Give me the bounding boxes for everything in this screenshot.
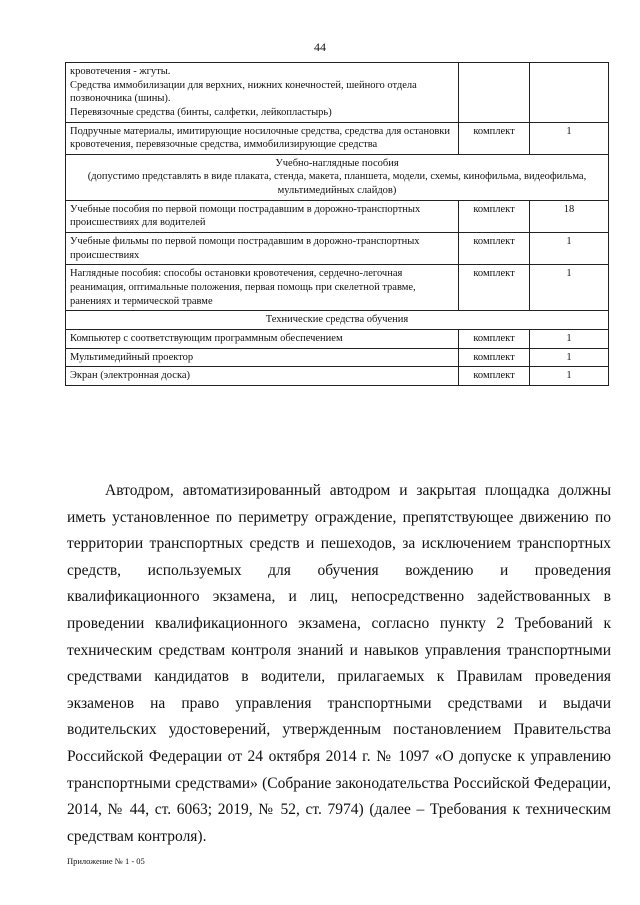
item-quantity [530,63,609,123]
table-row [66,348,609,367]
item-name: Учебные фильмы по первой помощи пострадавшим в дорожно-транспортных происшествиях [66,233,459,265]
table-row [66,200,609,232]
item-quantity: 1 [530,265,609,311]
section-title: Учебно-наглядные пособия (допустимо представлять в виде плаката, стенда, макета, планшета, модели, схемы, кинофильма, видеофильма, мультимедийных слайдов) [66,154,609,200]
item-name: Наглядные пособия: способы остановки кровотечения, сердечно-легочная реанимация, оптимальные положения, первая помощь при скелетной травме, ранениях и термической травме [66,265,459,311]
item-name: Мультимедийный проектор [66,348,459,367]
table-row [66,63,609,123]
table-section-row [66,154,609,200]
item-unit: комплект [459,122,530,154]
item-unit: комплект [459,265,530,311]
table-row [66,122,609,154]
table-row [66,329,609,348]
item-quantity: 1 [530,367,609,386]
table-row [66,233,609,265]
item-name: Учебные пособия по первой помощи пострадавшим в дорожно-транспортных происшествиях для водителей [66,200,459,232]
page-number: 44 [314,40,326,54]
table-row [66,265,609,311]
footer-appendix-label: Приложение № 1 - 05 [67,856,145,866]
item-unit [459,63,530,123]
item-unit: комплект [459,329,530,348]
item-unit: комплект [459,233,530,265]
table-row [66,367,609,386]
item-unit: комплект [459,200,530,232]
item-unit: комплект [459,348,530,367]
item-name: Компьютер с соответствующим программным обеспечением [66,329,459,348]
body-text [67,478,611,850]
equipment-table-body [66,63,609,386]
table-section-row [66,311,609,330]
item-quantity: 1 [530,233,609,265]
item-quantity: 1 [530,348,609,367]
item-name: кровотечения - жгуты. Средства иммобилизации для верхних, нижних конечностей, шейного отдела позвоночника (шины). Перевязочные средства (бинты, салфетки, лейкопластырь) [66,63,459,123]
item-name: Экран (электронная доска) [66,367,459,386]
section-title: Технические средства обучения [66,311,609,330]
item-quantity: 1 [530,329,609,348]
paragraph-autodrome: Автодром, автоматизированный автодром и закрытая площадка должны иметь установленное по периметру ограждение, препятствующее движению по территории транспортных средств и пешеходов, за исключением транспортных средств, используемых для обучения вождению и проведения квалификационного экзамена, и лиц, непосредственно задействованных в проведении квалификационного экзамена, согласно пункту 2 Требований к техническим средствам контроля знаний и навыков управления транспортными средствами кандидатов в водители, прилагаемых к Правилам проведения экзаменов на право управления транспортными средствами и выдачи водительских удостоверений, утвержденным постановлением Правительства Российской Федерации от 24 октября 2014 г. № 1097 «О допуске к управлению транспортными средствами» (Собрание законодательства Российской Федерации, 2014, № 44, ст. 6063; 2019, № 52, ст. 7974) (далее – Требования к техническим средствам контроля). [67,482,611,845]
item-quantity: 18 [530,200,609,232]
item-name: Подручные материалы, имитирующие носилочные средства, средства для остановки кровотечения, перевязочные средства, иммобилизирующие средства [66,122,459,154]
item-unit: комплект [459,367,530,386]
item-quantity: 1 [530,122,609,154]
equipment-table [65,62,609,386]
